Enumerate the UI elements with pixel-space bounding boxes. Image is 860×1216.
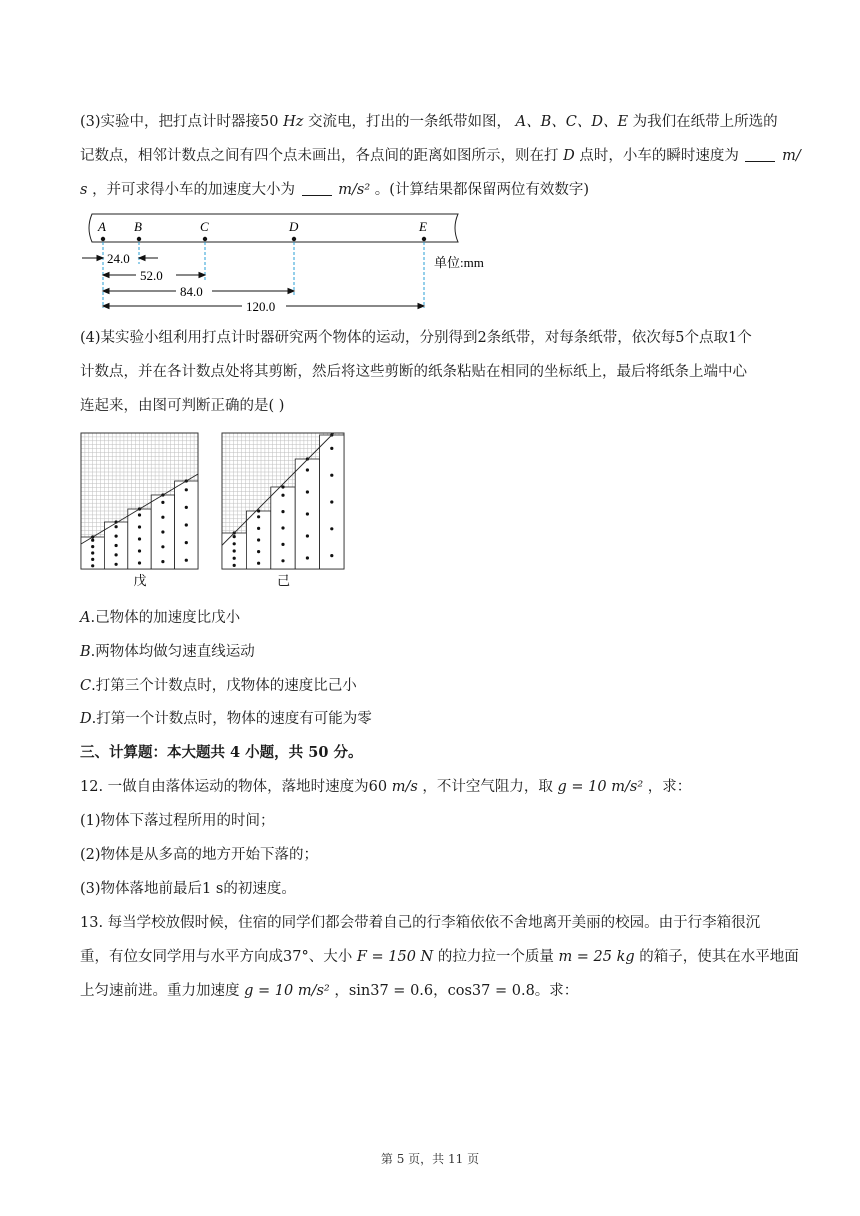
tape-point-a [97,219,106,241]
strip-dot [330,554,333,557]
tape-point-label-e: E [419,219,427,234]
option-d[interactable] [80,709,372,729]
strip-dot [185,559,188,562]
strip-dot [185,523,188,526]
strip-dot [91,564,94,567]
strip-dot [306,490,309,493]
strip-dot [161,545,164,548]
strip-dot [185,541,188,544]
graph-ji [221,432,347,592]
strip-dot [91,539,94,542]
tape-point-c [200,219,209,241]
strip-dot [138,525,141,528]
strip-dot [330,447,333,450]
answer-blank-acceleration[interactable] [302,181,332,196]
tape-point-b [134,219,142,241]
q12-stem: 12. 一做自由落体运动的物体，落地时速度为60 m/s ，不计空气阻力，取 g = 10 m/s² ，求： [80,779,692,795]
distance-label-ab: 24.0 [107,251,130,266]
strip-dot [281,494,284,497]
q3-line-2: 记数点，相邻计数点之间有四个点未画出，各点间的距离如图所示，则在打 D 点时，小车的瞬时速度为 m/ [80,148,801,164]
tape-outline [89,214,458,242]
strip-dot [115,525,118,528]
option-b-letter: B [80,644,91,660]
option-d-letter: D [80,711,92,727]
paper-tape-diagram [80,212,510,312]
strip-dot [330,474,333,477]
tape-point-label-b: B [134,219,142,234]
option-c-letter: C [80,678,92,694]
section-title-calculation: 三、计算题：本大题共 4 小题，共 50 分。 [80,744,363,761]
option-c-text: .打第三个计数点时，戊物体的速度比己小 [91,678,357,694]
strip-dot [161,530,164,533]
strip-dot [257,550,260,553]
q4-line-2: 计数点，并在各计数点处将其剪断，然后将这些剪断的纸条粘贴在相同的坐标纸上，最后将纸条上端中心 [80,364,747,380]
q12-part-3: (3)物体落地前最后1 s的初速度。 [80,881,296,897]
distance-label-ae: 120.0 [246,299,276,312]
q13-line-3: 上匀速前进。重力加速度 g = 10 m/s² ，sin37 = 0.6，cos37 = 0.8。求： [80,983,579,999]
strip-dot [257,538,260,541]
strip-dot [281,510,284,513]
strip-dot [330,527,333,530]
strip-dot [306,468,309,471]
tape-point-label-a: A [98,219,106,234]
strip-dot [233,535,236,538]
q4-line-1: (4)某实验小组利用打点计时器研究两个物体的运动，分别得到2条纸带，对每条纸带，依次每5个点取1个 [80,330,752,346]
graph-label: 己 [277,573,291,588]
option-b-text: .两物体均做匀速直线运动 [90,644,255,660]
option-a-text: .己物体的加速度比戊小 [90,610,241,626]
strip-dot [161,516,164,519]
strip-dot [91,545,94,548]
q3-line-3: s ，并可求得小车的加速度大小为 m/s² 。(计算结果都保留两位有效数字) [80,182,590,198]
strip-dot [281,543,284,546]
strip-dot [115,553,118,556]
strip-dot [257,527,260,530]
strip-dot [257,562,260,565]
strip-dot [138,549,141,552]
tape-point-e [418,219,427,241]
strip-dot [330,500,333,503]
strip-top-dot [281,485,284,488]
option-b[interactable] [80,642,255,662]
q13-line-1: 13. 每当学校放假时候，住宿的同学们都会带着自己的行李箱依依不舍地离开美丽的校园。由于行李箱很沉 [80,915,761,931]
option-a-letter: A [80,610,91,626]
answer-blank-velocity[interactable] [745,147,775,162]
option-d-text: .打第一个计数点时，物体的速度有可能为零 [91,711,372,727]
q12-part-1: (1)物体下落过程所用的时间； [80,813,275,829]
strip-dot [306,512,309,515]
strip-dot [185,506,188,509]
strip-dot [281,526,284,529]
strip-dot [185,488,188,491]
q13-line-2: 重，有位女同学用与水平方向成37°、大小 F = 150 N 的拉力拉一个质量 m = 25 kg 的箱子，使其在水平地面 [80,949,799,965]
strip-dot [233,564,236,567]
strip-dot [306,556,309,559]
strip-dot [233,549,236,552]
strip-dot [306,534,309,537]
strip-dot [161,560,164,563]
strip-dot [138,513,141,516]
strip-dot [138,537,141,540]
strip-dot [115,535,118,538]
q4-line-3: 连起来，由图可判断正确的是( ) [80,398,285,414]
tape-point-label-d: D [289,219,299,234]
strip-dot [281,559,284,562]
tape-point-label-c: C [200,219,209,234]
strip-dot [91,558,94,561]
strip-dot [233,542,236,545]
option-a[interactable] [80,608,240,628]
distance-label-ad: 84.0 [180,284,203,299]
q3-line-1: (3)实验中，把打点计时器接50 Hz 交流电，打出的一条纸带如图， A、B、C、D、E 为我们在纸带上所选的 [80,114,778,130]
option-c[interactable] [80,676,357,696]
strip-dot [138,561,141,564]
strip-dot [233,557,236,560]
strip-dot [257,515,260,518]
q12-part-2: (2)物体是从多高的地方开始下落的； [80,847,319,863]
page-footer: 第 5 页，共 11 页 [380,1152,480,1166]
strip-dot [161,501,164,504]
strip-dot [115,563,118,566]
strip-dot [91,551,94,554]
graph-label: 戊 [133,573,147,588]
graph-wu [80,432,200,592]
tape-point-d [288,219,299,241]
distance-label-ac: 52.0 [140,268,163,283]
tape-unit-label: 单位:mm [434,255,484,270]
strip-dot [115,544,118,547]
